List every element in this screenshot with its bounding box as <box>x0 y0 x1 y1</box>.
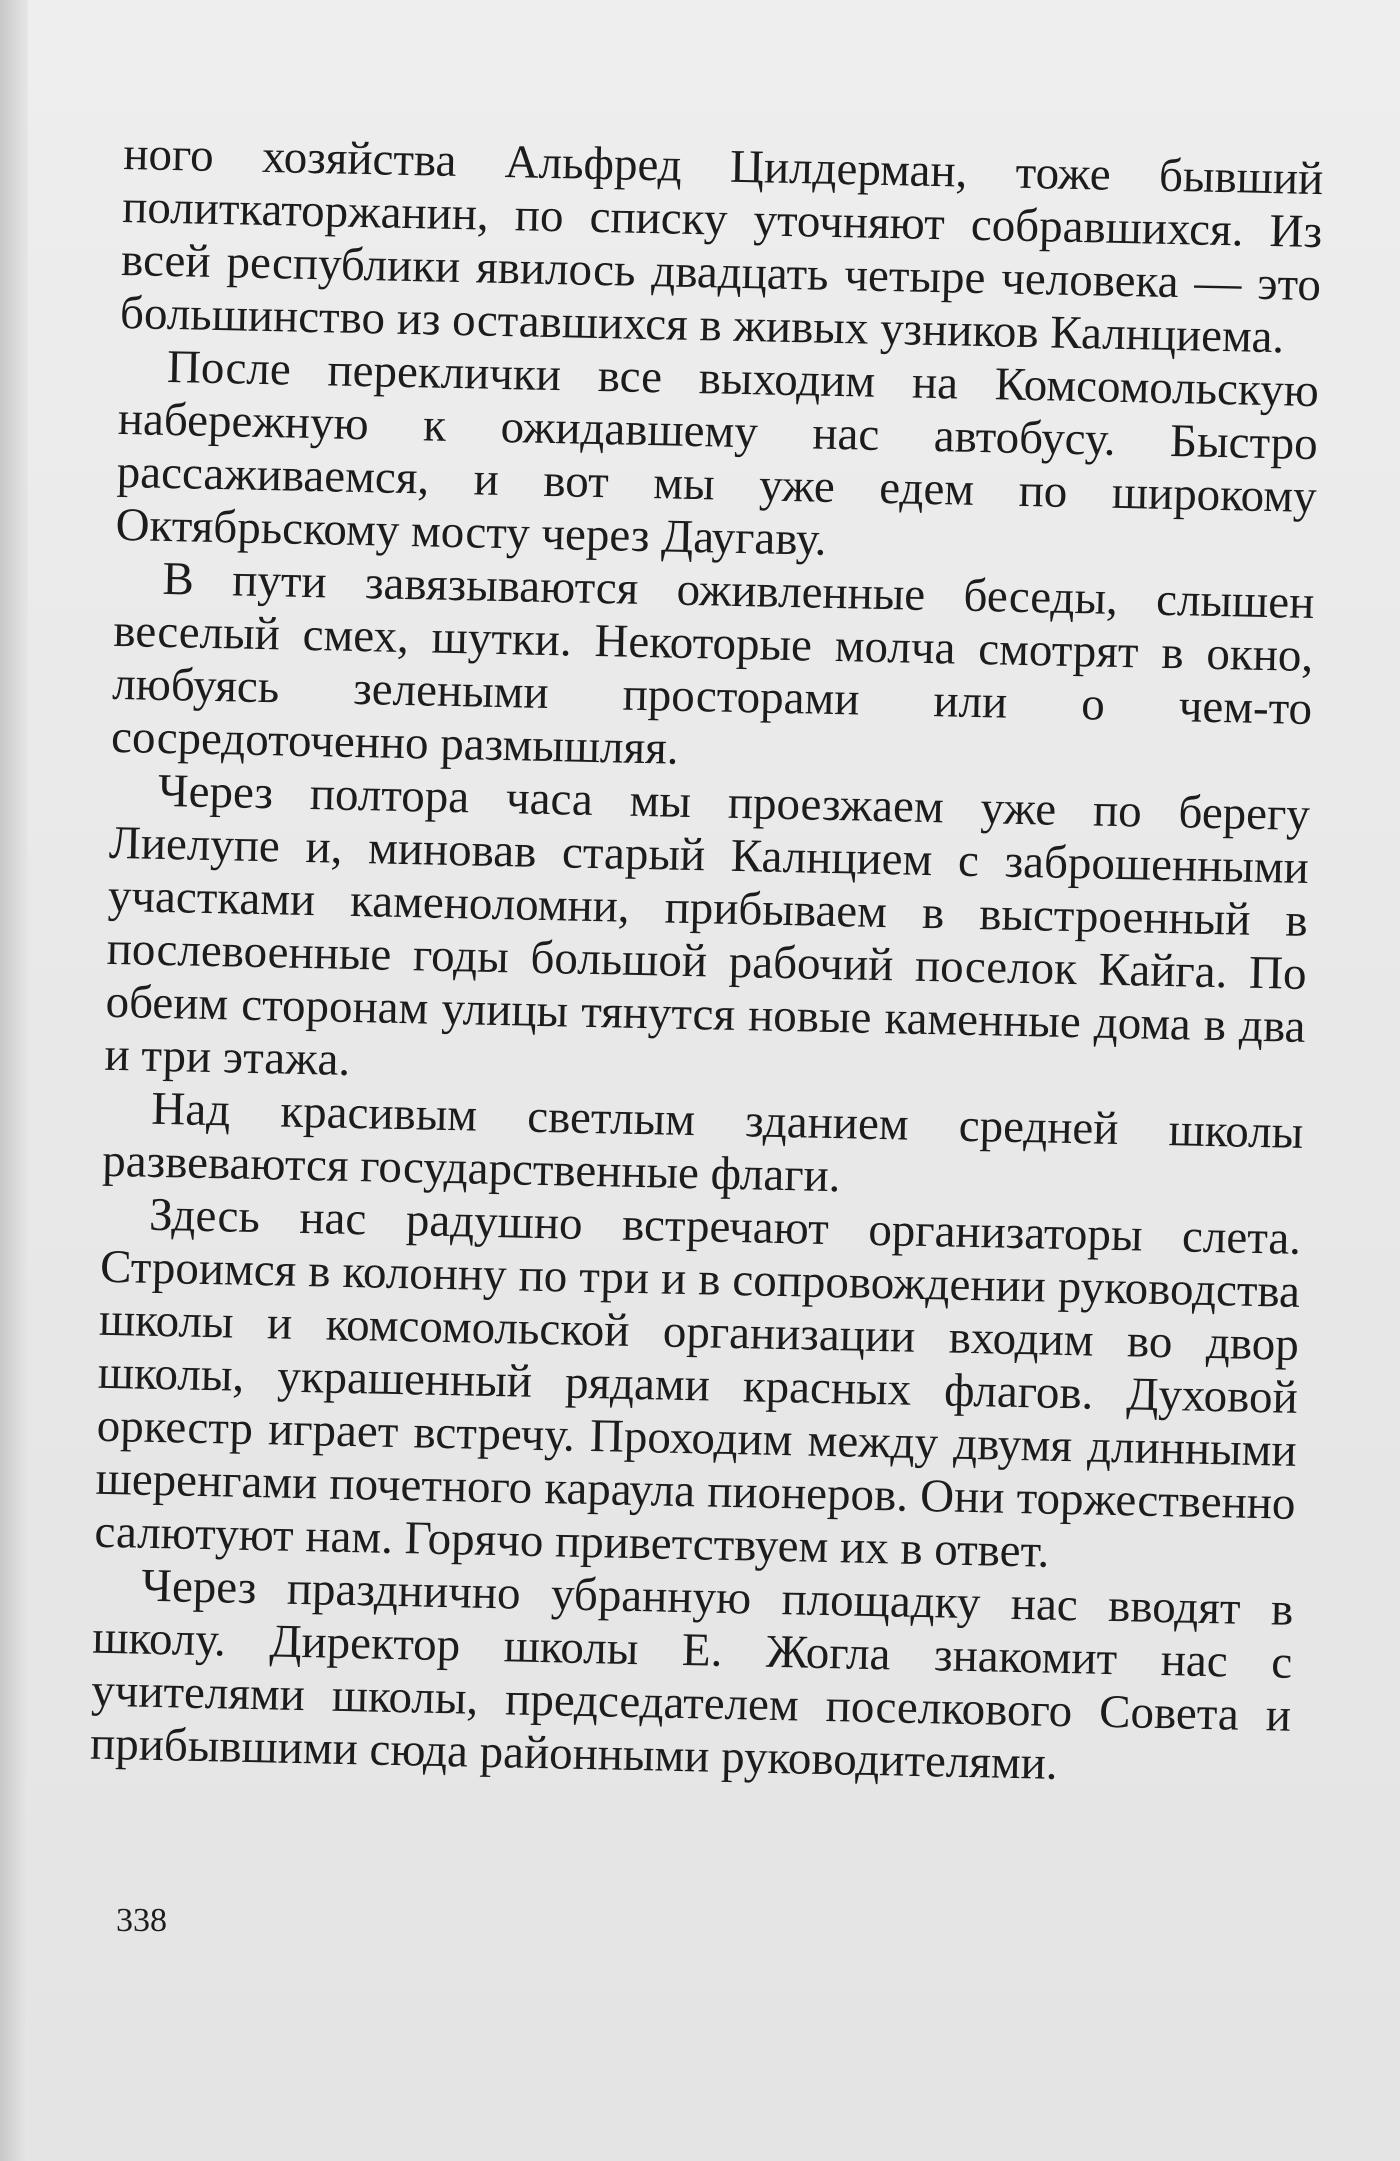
paragraph-2: После переклички все выходим на Комсомольскую набережную к ожидавшему нас автобусу. Быстро рассаживаемся, и вот мы уже едем по широкому Октябрьскому мосту через Даугаву. <box>115 340 1320 566</box>
paragraph-4: Через полтора часа мы проезжаем уже по берегу Лиелупе и, миновав старый Калнцием с заброшенными участками каменоломни, прибываем в выстроенный в послевоенные годы большой рабочий поселок Кайга. По обеим сторонам улицы тянутся новые каменные дома в два и три этажа. <box>104 764 1311 1086</box>
paragraph-3: В пути завязываются оживленные беседы, слышен веселый смех, шутки. Некоторые молча смотрят в окно, любуясь зелеными просторами или о чем-то сосредоточенно размышляя. <box>110 552 1315 775</box>
page-number: 338 <box>116 1902 167 1939</box>
paragraph-1: ного хозяйства Альфред Цилдерман, тоже бывший политкаторжанин, по списку уточняют собравшихся. Из всей республики явилось двадцать четыре человека — это большинство из оставшихся в живых узников Калнциема. <box>119 128 1324 364</box>
paragraph-5: Над красивым светлым зданием средней школы развеваются государственные флаги. <box>101 1082 1304 1203</box>
page-text <box>90 128 1324 1796</box>
paragraph-6: Здесь нас радушно встречают организаторы слета. Строимся в колонну по три и в сопровождении руководства школы и комсомольской организации входим во двор школы, украшенный рядами красных флагов. Духовой оркестр играет встречу. Проходим между двумя длинными шеренгами почетного караула пионеров. Они торжественно салютуют нам. Горячо приветствуем их в ответ. <box>94 1188 1302 1578</box>
paragraph-7: Через празднично убранную площадку нас вводят в школу. Директор школы Е. Жогла знакомит нас с учителями школы, председателем поселкового Совета и прибывшими сюда районными руководителями. <box>89 1559 1294 1790</box>
page-gutter-shadow <box>0 0 28 2161</box>
